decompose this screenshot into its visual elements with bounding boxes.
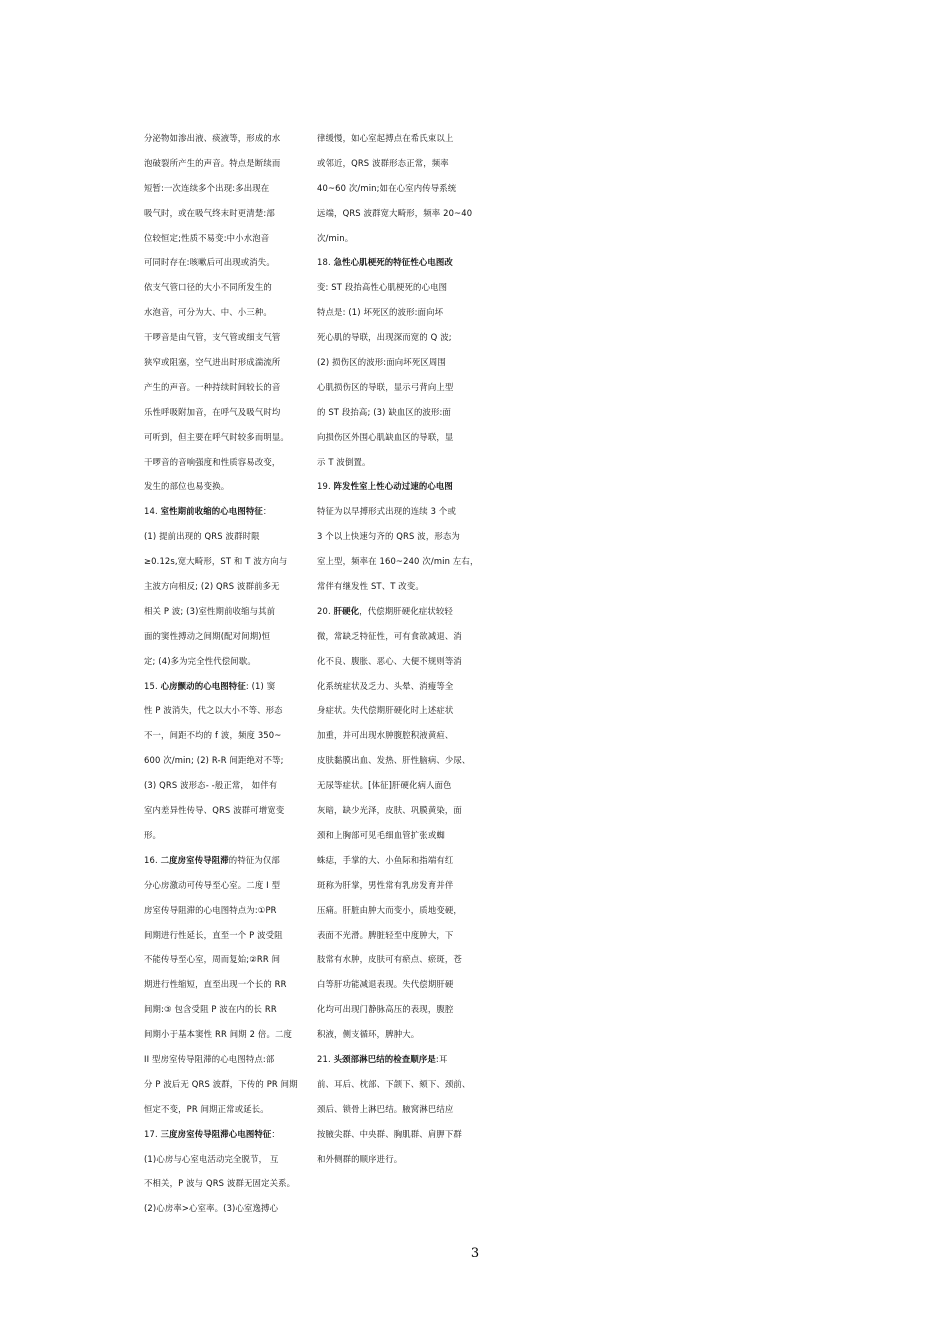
text-line [144,574,294,599]
line-text: 依支气管口径的大小不同所发生的 [144,282,272,293]
line-text: (1) 提前出现的 QRS 波群时限 [144,531,260,542]
text-line [144,375,294,400]
line-text: 主波方向相反; (2) QRS 波群前多无 [144,581,280,592]
text-line [144,1022,294,1047]
line-text: 间期进行性延长，直至一个 P 波受阻 [144,929,283,940]
line-text: 化系统症状及乏力、头晕、消瘦等全 [317,680,454,691]
line-text: 水泡音，可分为大、中、小三种。 [144,307,272,318]
text-line [317,873,467,898]
text-line [144,1196,294,1221]
line-text: 干啰音的音响强度和性质容易改变， [144,456,281,467]
text-line [144,549,294,574]
text-line [317,997,467,1022]
text-line [317,325,467,350]
line-text: 白等肝功能减退表现。失代偿期肝硬 [317,979,454,990]
line-text: 肢常有水肿，皮肤可有瘀点、瘀斑，苍 [317,954,462,965]
line-text: 房室传导阻滞的心电图特点为:①PR [144,904,277,915]
line-text: 的特征为仅部 [228,854,280,865]
text-line [144,151,294,176]
line-text: :耳 [435,1053,448,1064]
text-line [144,474,294,499]
line-prefix: 21. [317,1053,334,1064]
line-prefix: 14. [144,506,161,517]
text-line [317,947,467,972]
text-line [144,624,294,649]
line-text: 次/min。 [317,232,354,243]
text-line [317,176,467,201]
section-heading: 肝硬化 [333,605,360,616]
line-text: 可同时存在:咳嗽后可出现或消失。 [144,257,275,268]
line-text: 可听到，但主要在呼气时较多而明显。 [144,431,289,442]
line-text: 积液，侧支循环，脾肿大。 [317,1029,420,1040]
line-text: 的 ST 段抬高; (3) 缺血区的波形:面 [317,406,452,417]
text-line [144,649,294,674]
line-text: 产生的声音。一种持续时间较长的音 [144,381,281,392]
text-line [317,151,467,176]
text-line [317,1097,467,1122]
text-line [144,898,294,923]
text-line [144,499,294,524]
text-line [144,947,294,972]
text-line [317,1147,467,1172]
text-line [317,1022,467,1047]
line-text: : (1) 窦 [245,680,276,691]
line-text: 或邻近，QRS 波群形态正常，频率 [317,157,449,168]
text-line [317,574,467,599]
line-text: 泡破裂所产生的声音。特点是断续而 [144,157,281,168]
text-line [144,997,294,1022]
line-text: 分 P 波后无 QRS 波群，下传的 PR 间期 [144,1078,298,1089]
text-line [144,1147,294,1172]
line-text: 位较恒定;性质不易变:中小水泡音 [144,232,270,243]
text-line [144,1072,298,1097]
line-prefix: 19. [317,481,334,492]
line-text: 压痛。肝脏由肿大而变小，质地变硬， [317,904,462,915]
text-line [144,848,294,873]
line-text: 不一，间距不均的 f 波，频度 350~ [144,730,282,741]
text-line [144,226,294,251]
text-line [144,599,294,624]
line-text: 死心肌的导联，出现深而宽的 Q 波; [317,332,452,343]
line-text: 变: ST 段抬高性心肌梗死的心电图 [317,282,448,293]
line-text: 不能传导至心室，周而复始;②RR 间 [144,954,281,965]
section-heading: 急性心肌梗死的特征性心电图改 [333,257,453,268]
line-text: (3) QRS 波形态- -般正常， 如伴有 [144,780,278,791]
text-line [317,1072,471,1097]
section-heading: 三度房室传导阻滞心电图特征 [160,1128,272,1139]
text-line [144,748,294,773]
line-text: (2)心房率>心室率。(3)心室逸搏心 [144,1203,279,1214]
line-text: 分泌物如渗出液、痰液等，形成的水 [144,133,281,143]
line-text: 身症状。失代偿期肝硬化时上述症状 [317,705,454,716]
text-line [317,674,467,699]
line-prefix: 18. [317,257,334,268]
line-text: (2) 损伤区的波形:面向坏死区周围 [317,357,446,368]
line-text: 特点是: (1) 坏死区的波形:面向坏 [317,307,444,318]
text-line [317,201,473,226]
text-line [144,325,294,350]
line-text: II 型房室传导阻滞的心电图特点:部 [144,1053,275,1064]
line-text: 狭窄或阻塞，空气进出时形成湍流所 [144,357,281,368]
line-text: 前、耳后、枕部、下颌下、颏下、颈前、 [317,1078,471,1089]
line-text: 颈后、锁骨上淋巴结。腋窝淋巴结应 [317,1103,454,1114]
line-text: 分心房激动可传导至心室。二度 I 型 [144,879,281,890]
text-line [144,674,294,699]
line-text: 向损伤区外围心肌缺血区的导联，显 [317,431,454,442]
text-line [317,375,467,400]
text-line [317,798,467,823]
text-line [144,450,294,475]
line-text: 相关 P 波; (3)室性期前收缩与其前 [144,605,276,616]
text-line [317,723,467,748]
line-text: 表面不光滑。脾脏轻至中度肿大，下 [317,929,454,940]
text-line [317,773,467,798]
line-text: (1)心房与心室电活动完全脱节， 互 [144,1153,279,1164]
text-line [317,250,467,275]
text-line [317,450,467,475]
line-text: 间期小于基本窦性 RR 间期 2 倍。二度 [144,1029,293,1040]
text-line [144,300,294,325]
text-line [317,1122,467,1147]
section-heading: 室性期前收缩的心电图特征 [160,506,263,517]
line-text: 皮肤黏膜出血、发热、肝性脑病、少尿、 [317,755,471,766]
line-text: 短暂:一次连续多个出现:多出现在 [144,182,270,193]
text-line [144,1171,294,1196]
text-line [317,698,467,723]
text-line [317,549,479,574]
text-line [144,798,294,823]
line-text: 远端，QRS 波群宽大畸形，频率 20~40 [317,207,473,218]
text-line [144,1122,294,1147]
line-text: ≥0.12s,宽大畸形，ST 和 T 波方向与 [144,556,288,567]
line-text: 加重，并可出现水肿腹腔积液黄疸、 [317,730,454,741]
line-text: 室上型，频率在 160~240 次/min 左右， [317,556,479,567]
line-text: 斑称为肝掌，男性常有乳房发育并伴 [317,879,454,890]
text-line [317,226,467,251]
line-text: 示 T 波倒置。 [317,456,371,467]
line-text: ，代偿期肝硬化症状较轻 [359,605,453,616]
right-column [317,126,479,1171]
text-line [317,599,467,624]
line-text: 微，常缺乏特征性，可有食欲减退、消 [317,630,462,641]
text-line [144,1097,294,1122]
line-text: 恒定不变，PR 间期正常或延长。 [144,1103,269,1114]
section-heading: 头颈部淋巴结的检查顺序是 [333,1053,436,1064]
text-line [317,425,467,450]
line-text: 定; (4)多为完全性代偿间歇。 [144,655,256,666]
text-line [144,698,294,723]
text-line [317,848,467,873]
text-line [317,1047,467,1072]
line-prefix: 15. [144,680,161,691]
text-line [144,126,294,151]
line-text: 化均可出现门静脉高压的表现，腹腔 [317,1004,454,1015]
line-text: 和外侧群的顺序进行。 [317,1153,403,1164]
text-line [144,524,294,549]
line-text: 颈和上胸部可见毛细血管扩张或蜘 [317,829,445,840]
text-line [317,300,467,325]
text-line [144,923,294,948]
line-text: 蛛痣，手掌的大、小鱼际和指端有红 [317,854,454,865]
line-prefix: 16. [144,854,161,865]
line-text: 形。 [144,829,162,840]
text-line [317,823,467,848]
text-line [317,400,467,425]
line-text: 室内差异性传导、QRS 波群可增宽变 [144,805,285,816]
text-line [317,649,467,674]
line-text: 不相关，P 波与 QRS 波群无固定关系。 [144,1178,296,1189]
line-text: 按腋尖群、中央群、胸肌群、肩胛下群 [317,1128,462,1139]
text-line [144,201,294,226]
text-line [317,275,467,300]
text-line [144,425,294,450]
line-text: 面的窦性搏动之间期(配对间期)恒 [144,630,271,641]
line-text: 性 P 波消失，代之以大小不等、形态 [144,705,283,716]
text-line [144,873,294,898]
text-line [317,898,467,923]
line-text: 特征为以早搏形式出现的连续 3 个或 [317,506,456,517]
line-text: 3 个以上快速匀齐的 QRS 波，形态为 [317,531,460,542]
text-line [144,350,294,375]
line-text: 发生的部位也易变换。 [144,481,230,492]
line-text: 灰暗，缺少光泽，皮肤、巩膜黄染，面 [317,805,462,816]
line-text: 化不良、腹胀、恶心、大便不规则等消 [317,655,462,666]
line-prefix: 20. [317,605,334,616]
text-line [144,250,294,275]
text-line [317,350,467,375]
text-line [144,176,294,201]
text-line [144,275,294,300]
text-line [317,748,471,773]
line-text: 干啰音是由气管，支气管或细支气管 [144,332,281,343]
line-text: 心肌损伤区的导联，显示弓背向上型 [317,381,454,392]
text-line [317,499,467,524]
line-prefix: 17. [144,1128,161,1139]
text-line [144,972,294,997]
text-line [144,823,294,848]
page-number: 3 [470,1246,480,1261]
line-text: 期进行性缩短，直至出现一个长的 RR [144,979,287,990]
line-text: ： [271,1128,280,1139]
left-column [144,126,298,1221]
text-line [317,972,467,997]
text-line [317,524,467,549]
text-line [144,773,294,798]
section-heading: 阵发性室上性心动过速的心电图 [333,481,453,492]
text-line [317,126,467,151]
section-heading: 心房颤动的心电图特征 [160,680,246,691]
line-text: 吸气时，或在吸气终末时更清楚:部 [144,207,275,218]
text-line [144,1047,294,1072]
line-text: 600 次/min; (2) R-R 间距绝对不等; [144,755,284,766]
text-line [144,723,294,748]
line-text: 无尿等症状。[体征]肝硬化病人面色 [317,780,452,791]
line-text: 律缓慢，如心室起搏点在希氏束以上 [317,133,454,143]
section-heading: 二度房室传导阻滞 [160,854,229,865]
text-line [317,474,467,499]
text-line [317,624,467,649]
text-line [144,400,294,425]
line-text: ： [262,506,272,517]
text-line [317,923,467,948]
line-text: 乐性呼吸附加音，在呼气及吸气时均 [144,406,281,417]
line-text: 常伴有继发性 ST、T 改变。 [317,581,424,592]
line-text: 40~60 次/min;如在心室内传导系统 [317,182,457,193]
line-text: 间期:③ 包含受阻 P 波在内的长 RR [144,1004,277,1015]
